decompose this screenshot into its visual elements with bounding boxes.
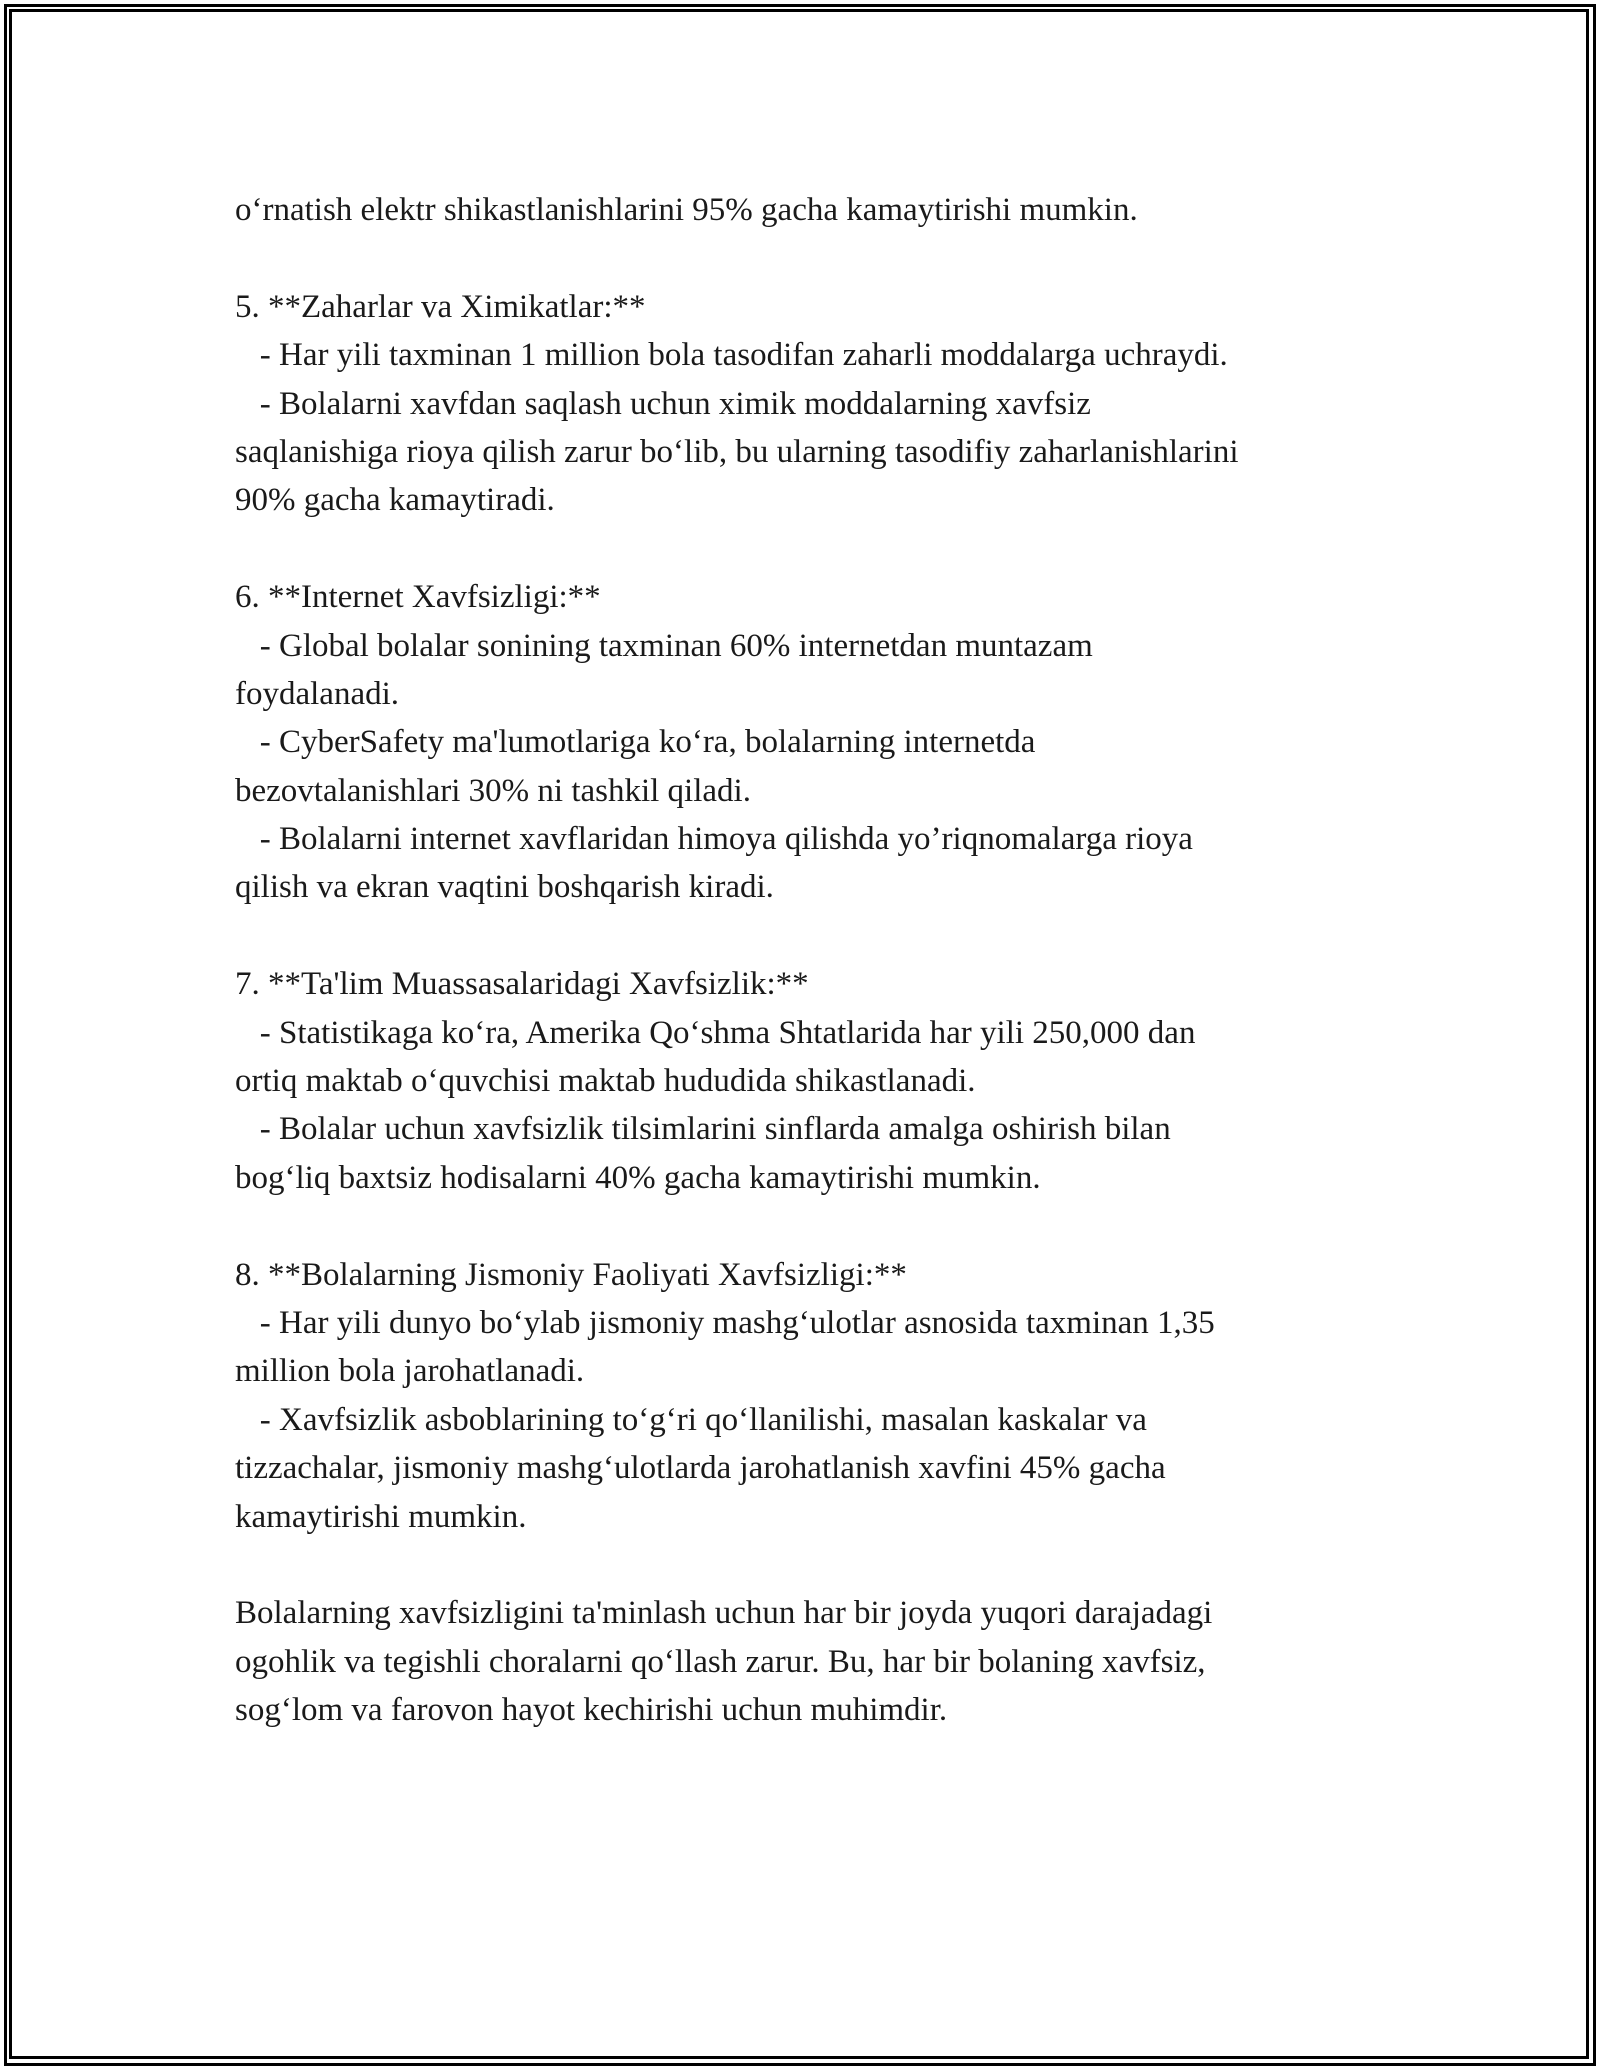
text-line: bezovtalanishlari 30% ni tashkil qiladi. [235,772,751,809]
text-line: saqlanishiga rioya qilish zarur bo‘lib, bu ularning tasodifiy zaharlanishlarini [235,433,1239,470]
text-line: sog‘lom va farovon hayot kechirishi uchun muhimdir. [235,1692,948,1729]
section-heading: 8. **Bolalarning Jismoniy Faoliyati Xavfsizligi:** [235,1256,907,1293]
text-line: qilish va ekran vaqtini boshqarish kiradi. [235,869,774,906]
text-line: million bola jarohatlanadi. [235,1353,585,1390]
text-line: ortiq maktab o‘quvchisi maktab hududida shikastlanadi. [235,1063,976,1100]
section-poisons [235,283,1375,525]
paragraph-gap [235,525,1375,573]
text-line: Bolalarning xavfsizligini ta'minlash uchun har bir joyda yuqori darajadagi [235,1595,1213,1632]
conclusion-paragraph [235,1589,1375,1734]
section-heading: 6. **Internet Xavfsizligi:** [235,579,601,616]
text-line: - Xavfsizlik asboblarining to‘g‘ri qo‘llanilishi, masalan kaskalar va [235,1401,1147,1438]
document-body [235,186,1375,1735]
text-line: - Bolalarni xavfdan saqlash uchun ximik moddalarning xavfsiz [235,385,1091,422]
paragraph-gap [235,234,1375,282]
section-heading: 7. **Ta'lim Muassasalaridagi Xavfsizlik:** [235,966,809,1003]
text-line: ogohlik va tegishli choralarni qo‘llash zarur. Bu, har bir bolaning xavfsiz, [235,1643,1206,1680]
paragraph-gap [235,912,1375,960]
text-line: bog‘liq baxtsiz hodisalarni 40% gacha kamaytirishi mumkin. [235,1159,1041,1196]
section-physical-activity [235,1251,1375,1541]
intro-line: o‘rnatish elektr shikastlanishlarini 95% gacha kamaytirishi mumkin. [235,192,1138,228]
paragraph-gap [235,1541,1375,1589]
text-line: - Statistikaga ko‘ra, Amerika Qo‘shma Shtatlarida har yili 250,000 dan [235,1014,1196,1051]
section-internet-safety [235,573,1375,912]
text-line: 90% gacha kamaytiradi. [235,482,555,519]
section-school-safety [235,960,1375,1202]
paragraph-gap [235,1202,1375,1250]
text-line: - Global bolalar sonining taxminan 60% internetdan muntazam [235,627,1093,664]
section-heading: 5. **Zaharlar va Ximikatlar:** [235,288,646,325]
text-line: - CyberSafety ma'lumotlariga ko‘ra, bolalarning internetda [235,724,1036,761]
text-line: - Bolalarni internet xavflaridan himoya qilishda yo’riqnomalarga rioya [235,821,1193,858]
text-line: - Har yili dunyo bo‘ylab jismoniy mashg‘ulotlar asnosida taxminan 1,35 [235,1304,1215,1341]
text-line: foydalanadi. [235,675,400,712]
text-line: kamaytirishi mumkin. [235,1498,527,1535]
text-line: - Bolalar uchun xavfsizlik tilsimlarini sinflarda amalga oshirish bilan [235,1111,1171,1148]
text-line: - Har yili taxminan 1 million bola tasodifan zaharli moddalarga uchraydi. [235,337,1228,374]
text-line: tizzachalar, jismoniy mashg‘ulotlarda jarohatlanish xavfini 45% gacha [235,1450,1166,1487]
